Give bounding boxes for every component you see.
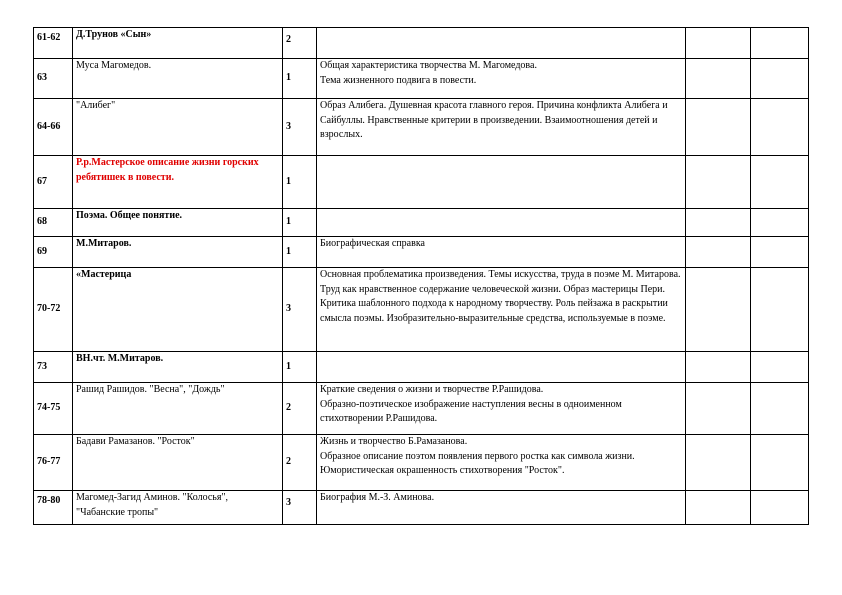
date-actual-cell <box>751 383 809 435</box>
lesson-topic-cell: "Алибег" <box>73 99 283 156</box>
lesson-topic-cell: Бадави Рамазанов. "Росток" <box>73 435 283 491</box>
lesson-number-cell: 70-72 <box>34 268 73 352</box>
lesson-number-cell: 73 <box>34 352 73 383</box>
date-actual-cell <box>751 156 809 209</box>
lesson-hours-cell: 2 <box>283 28 317 59</box>
date-planned-cell <box>686 383 751 435</box>
lesson-number-cell: 63 <box>34 59 73 99</box>
lesson-number-cell: 74-75 <box>34 383 73 435</box>
date-planned-cell <box>686 352 751 383</box>
date-planned-cell <box>686 156 751 209</box>
date-actual-cell <box>751 268 809 352</box>
lesson-content-cell: Жизнь и творчество Б.Рамазанова. Образное описание поэтом появления первого ростка как символа жизни. Юмористическая окрашенность стихотворения "Росток". <box>317 435 686 491</box>
date-planned-cell <box>686 268 751 352</box>
date-planned-cell <box>686 99 751 156</box>
date-planned-cell <box>686 435 751 491</box>
lesson-topic-cell: «Мастерица <box>73 268 283 352</box>
date-actual-cell <box>751 491 809 525</box>
lesson-content-cell: Биографическая справка <box>317 237 686 268</box>
lesson-number-cell: 69 <box>34 237 73 268</box>
lesson-hours-cell: 2 <box>283 383 317 435</box>
lesson-topic-cell: Магомед-Загид Аминов. "Колосья", "Чабанские тропы" <box>73 491 283 525</box>
date-actual-cell <box>751 352 809 383</box>
date-actual-cell <box>751 99 809 156</box>
lesson-topic-cell: М.Митаров. <box>73 237 283 268</box>
lesson-topic-cell: Рашид Рашидов. "Весна", "Дождь" <box>73 383 283 435</box>
date-planned-cell <box>686 237 751 268</box>
lesson-hours-cell: 1 <box>283 59 317 99</box>
table-row <box>34 156 809 209</box>
table-row <box>34 209 809 237</box>
date-planned-cell <box>686 28 751 59</box>
date-actual-cell <box>751 28 809 59</box>
date-planned-cell <box>686 491 751 525</box>
lesson-number-cell: 68 <box>34 209 73 237</box>
table-row <box>34 268 809 352</box>
date-planned-cell <box>686 209 751 237</box>
lesson-plan-body <box>34 28 809 525</box>
lesson-topic-cell: Поэма. Общее понятие. <box>73 209 283 237</box>
lesson-number-cell: 76-77 <box>34 435 73 491</box>
date-actual-cell <box>751 59 809 99</box>
lesson-topic-cell: ВН.чт. М.Митаров. <box>73 352 283 383</box>
table-row <box>34 99 809 156</box>
table-row <box>34 59 809 99</box>
table-row <box>34 237 809 268</box>
lesson-plan-table <box>33 27 809 525</box>
lesson-content-cell: Краткие сведения о жизни и творчестве Р.Рашидова. Образно-поэтическое изображение наступления весны в одноименном стихотворении Р.Рашидова. <box>317 383 686 435</box>
lesson-number-cell: 78-80 <box>34 491 73 525</box>
lesson-content-cell: Общая характеристика творчества М. Магомедова. Тема жизненного подвига в повести. <box>317 59 686 99</box>
lesson-content-cell: Основная проблематика произведения. Темы искусства, труда в поэме М. Митарова. Труд как нравственное содержание человеческой жизни. Образ мастерицы Пери. Критика шаблонного подхода к народному творчеству. Роль пейзажа в раскрытии смысла поэмы. Изобразительно-выразительные средства, используемые в поэме. <box>317 268 686 352</box>
table-row <box>34 352 809 383</box>
lesson-hours-cell: 1 <box>283 156 317 209</box>
lesson-hours-cell: 1 <box>283 209 317 237</box>
lesson-content-cell: Биография М.-З. Аминова. <box>317 491 686 525</box>
lesson-content-cell <box>317 156 686 209</box>
table-row <box>34 491 809 525</box>
lesson-content-cell <box>317 352 686 383</box>
lesson-content-cell <box>317 209 686 237</box>
table-row <box>34 383 809 435</box>
lesson-topic-cell: Д.Трунов «Сын» <box>73 28 283 59</box>
date-actual-cell <box>751 435 809 491</box>
lesson-hours-cell: 3 <box>283 491 317 525</box>
lesson-hours-cell: 3 <box>283 99 317 156</box>
lesson-hours-cell: 1 <box>283 352 317 383</box>
lesson-hours-cell: 2 <box>283 435 317 491</box>
date-actual-cell <box>751 209 809 237</box>
date-planned-cell <box>686 59 751 99</box>
lesson-number-cell: 67 <box>34 156 73 209</box>
date-actual-cell <box>751 237 809 268</box>
lesson-number-cell: 61-62 <box>34 28 73 59</box>
table-row <box>34 28 809 59</box>
lesson-content-cell <box>317 28 686 59</box>
lesson-topic-cell: Муса Магомедов. <box>73 59 283 99</box>
lesson-hours-cell: 3 <box>283 268 317 352</box>
lesson-content-cell: Образ Алибега. Душевная красота главного героя. Причина конфликта Алибега и Сайбуллы. Нравственные критерии в произведении. Взаимоотношения детей и взрослых. <box>317 99 686 156</box>
lesson-hours-cell: 1 <box>283 237 317 268</box>
lesson-topic-cell: Р.р.Мастерское описание жизни горских ребятишек в повести. <box>73 156 283 209</box>
table-row <box>34 435 809 491</box>
lesson-number-cell: 64-66 <box>34 99 73 156</box>
